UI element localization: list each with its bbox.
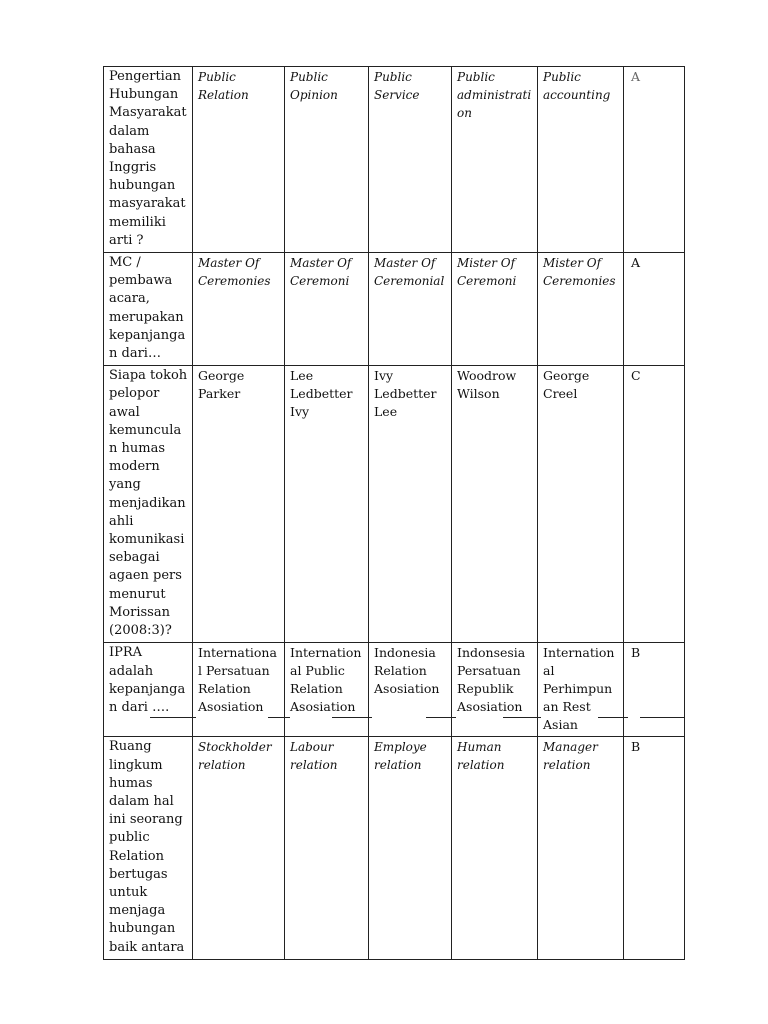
quiz-table [103, 66, 685, 960]
option-e: Public accounting [538, 67, 624, 253]
scan-line-mark [503, 717, 541, 718]
option-a: George Parker [193, 366, 285, 643]
option-a: Master Of Ceremonies [193, 253, 285, 366]
table-row [104, 253, 685, 366]
option-b: Labour relation [285, 737, 369, 959]
answer-key: A [624, 253, 685, 366]
option-e: George Creel [538, 366, 624, 643]
option-e: Mister Of Ceremonies [538, 253, 624, 366]
answer-key: B [624, 643, 685, 737]
option-c: Indonesia Relation Asosiation [369, 643, 452, 737]
scan-line-mark [426, 717, 456, 718]
table-row [104, 643, 685, 737]
question-text: MC / pembawa acara, merupakan kepanjangan dari… [104, 253, 193, 366]
question-text: IPRA adalah kepanjangan dari …. [104, 643, 193, 737]
option-b: Public Opinion [285, 67, 369, 253]
scan-line-mark [598, 717, 628, 718]
option-e: Manager relation [538, 737, 624, 959]
option-d: Human relation [452, 737, 538, 959]
table-row [104, 67, 685, 253]
scan-line-mark [332, 717, 372, 718]
option-c: Public Service [369, 67, 452, 253]
answer-key: A [624, 67, 685, 253]
table-row [104, 737, 685, 959]
option-c: Master Of Ceremonial [369, 253, 452, 366]
option-a: Public Relation [193, 67, 285, 253]
option-b: Master Of Ceremoni [285, 253, 369, 366]
answer-key: B [624, 737, 685, 959]
answer-key: C [624, 366, 685, 643]
question-text: Pengertian Hubungan Masyarakat dalam bahasa Inggris hubungan masyarakat memiliki arti ? [104, 67, 193, 253]
scan-line-mark [268, 717, 290, 718]
scan-line-mark [150, 717, 196, 718]
table-row [104, 366, 685, 643]
scan-line-mark [640, 717, 684, 718]
option-d: Woodrow Wilson [452, 366, 538, 643]
option-e: International Perhimpunan Rest Asian [538, 643, 624, 737]
option-b: Lee Ledbetter Ivy [285, 366, 369, 643]
option-a: Stockholder relation [193, 737, 285, 959]
option-d: Public administration [452, 67, 538, 253]
option-c: Employe relation [369, 737, 452, 959]
question-text: Ruang lingkum humas dalam hal ini seorang public Relation bertugas untuk menjaga hubungan baik antara [104, 737, 193, 959]
option-d: Mister Of Ceremoni [452, 253, 538, 366]
option-c: Ivy Ledbetter Lee [369, 366, 452, 643]
option-a: International Persatuan Relation Asosiation [193, 643, 285, 737]
option-d: Indonsesia Persatuan Republik Asosiation [452, 643, 538, 737]
question-text: Siapa tokoh pelopor awal kemunculan humas modern yang menjadikan ahli komunikasi sebagai agaen pers menurut Morissan (2008:3)? [104, 366, 193, 643]
option-b: International Public Relation Asosiation [285, 643, 369, 737]
